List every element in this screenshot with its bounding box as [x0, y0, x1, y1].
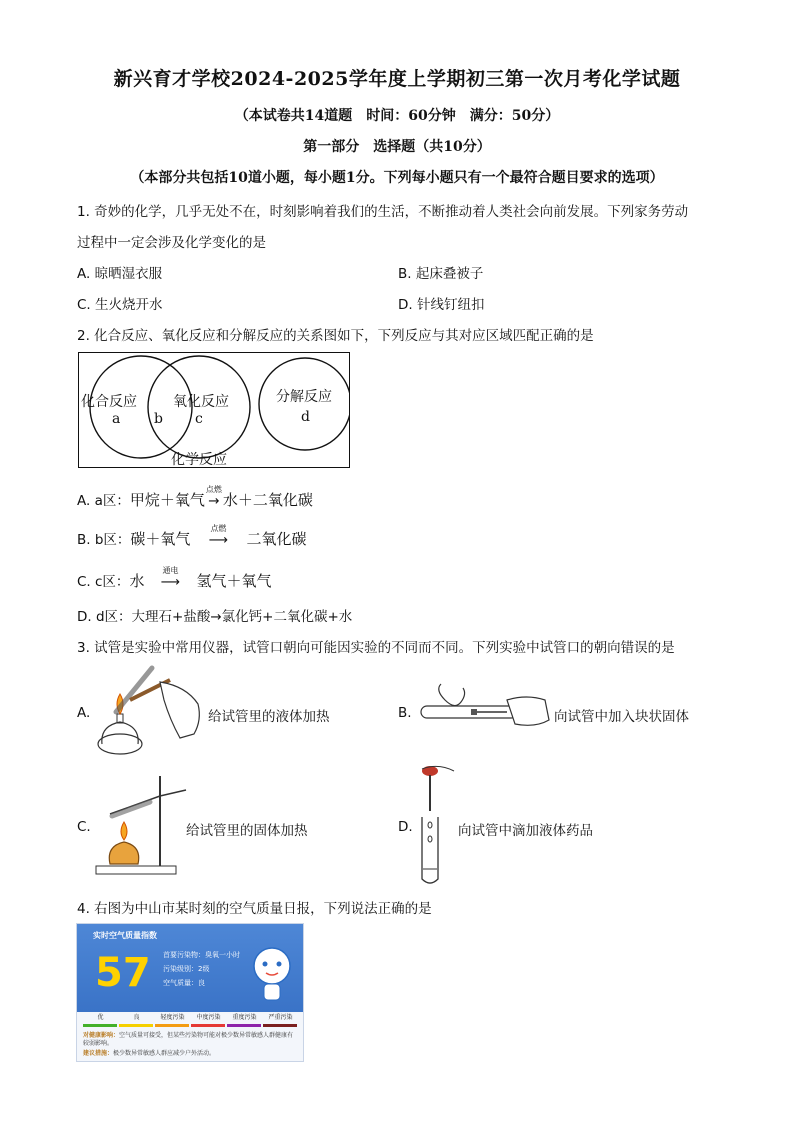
mascot-icon [247, 942, 297, 1004]
q3-option-b-letter[interactable]: B. [398, 705, 412, 721]
venn-diagram [78, 352, 350, 468]
q3-stem: 3. 试管是实验中常用仪器，试管口朝向可能因实验的不同而不同。下列实验中试管口的朝向错误的是 [77, 640, 675, 656]
q1-option-c[interactable]: C. 生火烧开水 [77, 297, 163, 313]
q1-stem-line2: 过程中一定会涉及化学变化的是 [77, 235, 266, 251]
q3-option-c-letter[interactable]: C. [77, 819, 91, 835]
exam-info: （本试卷共14道题 时间：60分钟 满分：50分） [234, 108, 560, 124]
venn-region-b: b [154, 411, 163, 427]
q2-option-a-products: 水＋二氧化碳 [222, 491, 313, 509]
q3-option-c-text: 给试管里的固体加热 [186, 823, 308, 839]
aqi-color-segment [191, 1024, 225, 1027]
q2-option-c-arrow: 通电 ⟶ [144, 574, 196, 590]
q2-option-a-prefix: A. a区： [77, 493, 130, 509]
heating-liquid-illustration [90, 660, 210, 760]
aqi-color-segment [263, 1024, 297, 1027]
aqi-scale [83, 1012, 297, 1024]
aqi-health-note [83, 1032, 297, 1048]
q2-option-d[interactable]: D. d区：大理石+盐酸→氯化钙+二氧化碳+水 [77, 609, 353, 625]
aqi-health-text: 空气质量可接受，但某些污染物可能对极少数异常敏感人群健康有较弱影响。 [83, 1032, 294, 1047]
aqi-color-segment [83, 1024, 117, 1027]
q4-stem: 4. 右图为中山市某时刻的空气质量日报，下列说法正确的是 [77, 901, 432, 917]
q2-option-a[interactable] [77, 485, 313, 510]
aqi-pollutant: 首要污染物：臭氧一小时 [163, 951, 240, 959]
q2-option-b-arrow: 点燃 ⟶ [190, 532, 246, 548]
aqi-header-title: 实时空气质量指数 [93, 931, 157, 940]
aqi-scale-label: 良 [133, 1014, 140, 1021]
part-heading: 第一部分 选择题（共10分） [303, 139, 491, 155]
q1-option-d[interactable]: D. 针线钉纽扣 [398, 297, 485, 313]
air-quality-report [76, 923, 304, 1062]
q2-option-c-reactants: 水 [129, 572, 145, 590]
q2-option-b-prefix: B. b区： [77, 532, 131, 548]
aqi-header-panel [77, 924, 303, 1012]
venn-label-outer: 化学反应 [171, 452, 227, 468]
aqi-scale-label: 轻度污染 [160, 1014, 185, 1021]
q2-option-a-arrow: 点燃 → [205, 485, 222, 509]
venn-region-c: c [195, 411, 203, 427]
exam-title: 新兴育才学校2024-2025学年度上学期初三第一次月考化学试题 [113, 68, 681, 90]
q3-option-a-text: 给试管里的液体加热 [208, 709, 330, 725]
q3-option-a-letter[interactable]: A. [77, 705, 91, 721]
q1-option-b[interactable]: B. 起床叠被子 [398, 266, 484, 282]
aqi-health-label: 对健康影响： [83, 1032, 120, 1039]
q2-option-a-reactants: 甲烷＋氧气 [129, 491, 205, 509]
q2-option-c-condition: 通电 [162, 566, 179, 575]
dropping-liquid-illustration [418, 765, 458, 889]
aqi-level: 污染级别：2级 [163, 965, 210, 973]
aqi-color-segment [227, 1024, 261, 1027]
aqi-scale-label: 重度污染 [232, 1014, 257, 1021]
q3-option-d-letter[interactable]: D. [398, 819, 413, 835]
q2-option-b[interactable] [77, 524, 307, 549]
aqi-scale-label: 优 [97, 1014, 104, 1021]
part-instruction: （本部分共包括10道小题，每小题1分。下列每小题只有一个最符合题目要求的选项） [130, 170, 664, 186]
aqi-value: 57 [95, 950, 151, 996]
aqi-advice-text: 极少数异常敏感人群应减少户外活动。 [113, 1050, 216, 1057]
q2-option-c-prefix: C. c区： [77, 574, 130, 590]
aqi-quality: 空气质量：良 [163, 979, 205, 987]
aqi-color-segment [119, 1024, 153, 1027]
q2-stem: 2. 化合反应、氧化反应和分解反应的关系图如下，下列反应与其对应区域匹配正确的是 [77, 328, 594, 344]
q2-option-b-products: 二氧化碳 [246, 530, 307, 548]
q1-option-a[interactable]: A. 晾晒湿衣服 [77, 266, 163, 282]
venn-label-combination: 化合反应 [81, 394, 137, 410]
q3-option-b-text: 向试管中加入块状固体 [554, 709, 689, 725]
adding-solid-illustration [415, 680, 555, 740]
q2-option-b-reactants: 碳＋氧气 [130, 530, 191, 548]
venn-region-a: a [112, 411, 121, 427]
venn-region-d: d [301, 409, 310, 425]
q2-option-c-products: 氢气＋氧气 [196, 572, 272, 590]
venn-label-decomposition: 分解反应 [276, 389, 332, 405]
venn-label-oxidation: 氧化反应 [173, 394, 229, 410]
aqi-advice-note [83, 1050, 297, 1058]
q2-option-a-condition: 点燃 [205, 485, 222, 494]
q1-stem-line1: 1. 奇妙的化学，几乎无处不在，时刻影响着我们的生活，不断推动着人类社会向前发展。下列家务劳动 [77, 204, 689, 220]
q3-option-d-text: 向试管中滴加液体药品 [458, 823, 593, 839]
aqi-scale-label: 中度污染 [196, 1014, 221, 1021]
aqi-advice-label: 建议措施： [83, 1050, 114, 1057]
aqi-color-segment [155, 1024, 189, 1027]
aqi-scale-label: 严重污染 [268, 1014, 293, 1021]
q2-option-c[interactable] [77, 566, 272, 591]
heating-solid-illustration [90, 770, 190, 878]
q2-option-b-condition: 点燃 [210, 524, 227, 533]
